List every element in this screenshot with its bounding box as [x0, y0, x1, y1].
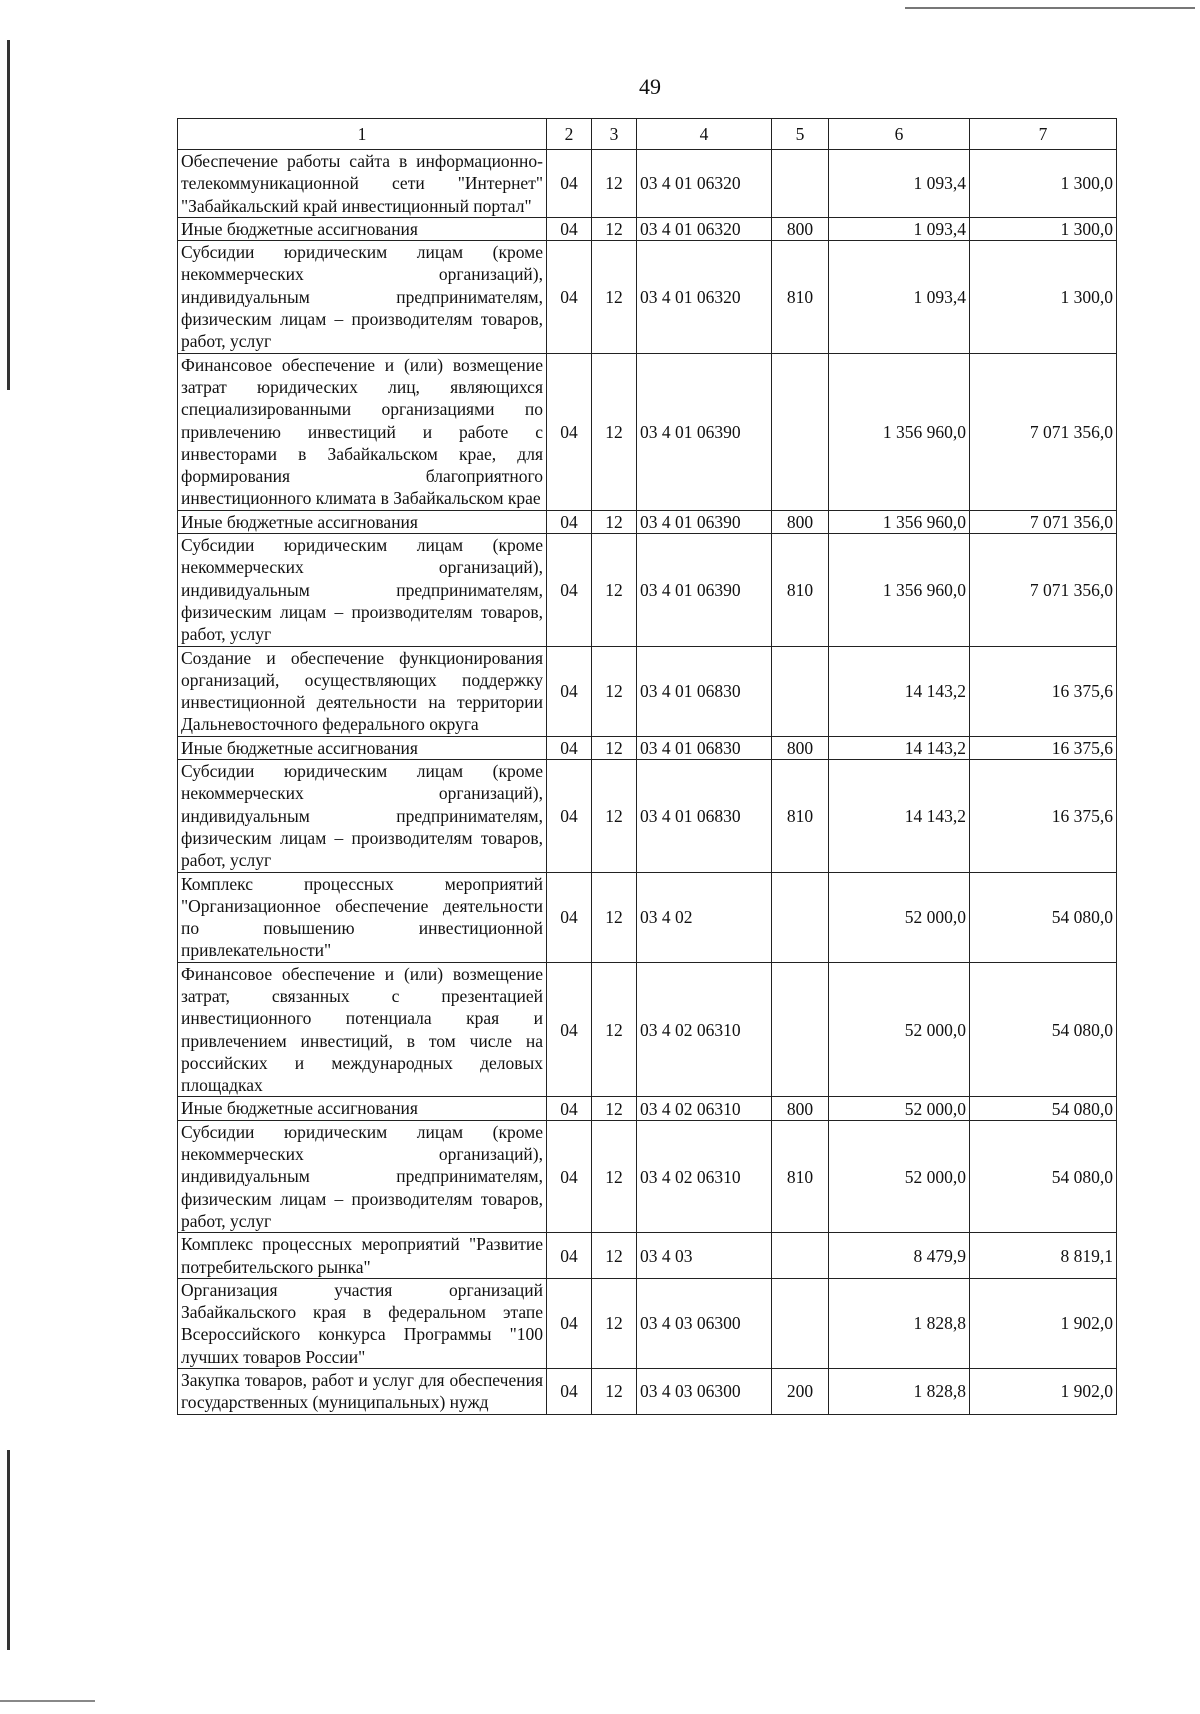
row-amount-col6: 52 000,0 — [829, 872, 970, 962]
row-target-code: 03 4 01 06830 — [637, 646, 772, 736]
row-target-code: 03 4 02 — [637, 872, 772, 962]
row-target-code: 03 4 01 06320 — [637, 217, 772, 240]
row-section: 04 — [547, 962, 592, 1097]
row-section: 04 — [547, 1233, 592, 1279]
row-expense-type: 200 — [772, 1369, 829, 1415]
row-section: 04 — [547, 760, 592, 872]
row-name: Организация участия организаций Забайкальского края в федеральном этапе Всероссийского конкурса Программы "100 лучших товаров России" — [178, 1278, 547, 1368]
row-name: Иные бюджетные ассигнования — [178, 736, 547, 759]
row-amount-col6: 52 000,0 — [829, 1097, 970, 1120]
header-row — [178, 119, 1117, 150]
table-row — [178, 1097, 1117, 1120]
row-amount-col6: 52 000,0 — [829, 1120, 970, 1232]
table-row — [178, 1278, 1117, 1368]
row-name: Субсидии юридическим лицам (кроме некоммерческих организаций), индивидуальным предпринимателям, физическим лицам – производителям товаров, работ, услуг — [178, 534, 547, 646]
row-section: 04 — [547, 872, 592, 962]
row-amount-col6: 1 828,8 — [829, 1278, 970, 1368]
row-target-code: 03 4 03 06300 — [637, 1369, 772, 1415]
row-subsection: 12 — [592, 760, 637, 872]
row-amount-col7: 16 375,6 — [970, 760, 1117, 872]
row-amount-col6: 1 093,4 — [829, 150, 970, 218]
header-col-7: 7 — [970, 119, 1117, 150]
row-section: 04 — [547, 534, 592, 646]
row-expense-type: 810 — [772, 534, 829, 646]
row-amount-col6: 1 356 960,0 — [829, 510, 970, 533]
row-target-code: 03 4 02 06310 — [637, 962, 772, 1097]
row-expense-type — [772, 872, 829, 962]
row-amount-col7: 7 071 356,0 — [970, 534, 1117, 646]
row-subsection: 12 — [592, 962, 637, 1097]
row-amount-col6: 14 143,2 — [829, 760, 970, 872]
row-expense-type — [772, 962, 829, 1097]
row-expense-type: 800 — [772, 510, 829, 533]
row-target-code: 03 4 01 06830 — [637, 760, 772, 872]
table-row — [178, 150, 1117, 218]
row-subsection: 12 — [592, 150, 637, 218]
scan-edge-bottom — [0, 1700, 95, 1702]
row-name: Субсидии юридическим лицам (кроме некоммерческих организаций), индивидуальным предпринимателям, физическим лицам – производителям товаров, работ, услуг — [178, 760, 547, 872]
row-name: Комплекс процессных мероприятий "Организационное обеспечение деятельности по повышению инвестиционной привлекательности" — [178, 872, 547, 962]
row-subsection: 12 — [592, 353, 637, 510]
row-subsection: 12 — [592, 1097, 637, 1120]
row-subsection: 12 — [592, 872, 637, 962]
row-expense-type: 810 — [772, 1120, 829, 1232]
row-subsection: 12 — [592, 534, 637, 646]
row-section: 04 — [547, 241, 592, 353]
row-subsection: 12 — [592, 241, 637, 353]
row-expense-type: 810 — [772, 241, 829, 353]
table-row — [178, 962, 1117, 1097]
row-name: Финансовое обеспечение и (или) возмещение затрат, связанных с презентацией инвестиционного потенциала края и привлечением инвестиций, в том числе на российских и международных деловых площадках — [178, 962, 547, 1097]
row-section: 04 — [547, 1278, 592, 1368]
row-section: 04 — [547, 646, 592, 736]
row-expense-type — [772, 150, 829, 218]
row-amount-col7: 16 375,6 — [970, 736, 1117, 759]
scan-edge-left-lower — [7, 1450, 10, 1650]
row-expense-type — [772, 353, 829, 510]
row-expense-type: 800 — [772, 217, 829, 240]
row-amount-col7: 54 080,0 — [970, 962, 1117, 1097]
row-subsection: 12 — [592, 646, 637, 736]
table-row — [178, 872, 1117, 962]
row-amount-col7: 7 071 356,0 — [970, 510, 1117, 533]
header-col-5: 5 — [772, 119, 829, 150]
row-target-code: 03 4 02 06310 — [637, 1097, 772, 1120]
table-row — [178, 760, 1117, 872]
row-subsection: 12 — [592, 1369, 637, 1415]
table-row — [178, 241, 1117, 353]
row-amount-col7: 8 819,1 — [970, 1233, 1117, 1279]
row-name: Обеспечение работы сайта в информационно-телекоммуникационной сети "Интернет" "Забайкальский край инвестиционный портал" — [178, 150, 547, 218]
row-target-code: 03 4 01 06320 — [637, 241, 772, 353]
row-expense-type — [772, 646, 829, 736]
row-amount-col7: 1 300,0 — [970, 241, 1117, 353]
header-col-1: 1 — [178, 119, 547, 150]
page-number: 49 — [639, 74, 661, 99]
row-subsection: 12 — [592, 1278, 637, 1368]
row-amount-col7: 1 902,0 — [970, 1278, 1117, 1368]
header-col-3: 3 — [592, 119, 637, 150]
row-name: Иные бюджетные ассигнования — [178, 510, 547, 533]
row-amount-col7: 54 080,0 — [970, 1120, 1117, 1232]
scan-edge-top — [905, 7, 1195, 9]
table-row — [178, 1233, 1117, 1279]
row-subsection: 12 — [592, 217, 637, 240]
row-section: 04 — [547, 510, 592, 533]
row-amount-col7: 54 080,0 — [970, 872, 1117, 962]
row-target-code: 03 4 01 06390 — [637, 534, 772, 646]
row-amount-col6: 8 479,9 — [829, 1233, 970, 1279]
row-target-code: 03 4 03 — [637, 1233, 772, 1279]
row-amount-col7: 1 300,0 — [970, 217, 1117, 240]
row-amount-col6: 1 356 960,0 — [829, 534, 970, 646]
table-row — [178, 353, 1117, 510]
row-amount-col6: 1 356 960,0 — [829, 353, 970, 510]
budget-table — [177, 118, 1117, 1415]
row-section: 04 — [547, 150, 592, 218]
table-row — [178, 1120, 1117, 1232]
row-target-code: 03 4 02 06310 — [637, 1120, 772, 1232]
row-name: Иные бюджетные ассигнования — [178, 217, 547, 240]
row-subsection: 12 — [592, 736, 637, 759]
row-amount-col6: 1 828,8 — [829, 1369, 970, 1415]
row-section: 04 — [547, 353, 592, 510]
row-target-code: 03 4 01 06390 — [637, 353, 772, 510]
table-body — [178, 150, 1117, 1415]
row-expense-type — [772, 1233, 829, 1279]
row-name: Субсидии юридическим лицам (кроме некоммерческих организаций), индивидуальным предпринимателям, физическим лицам – производителям товаров, работ, услуг — [178, 1120, 547, 1232]
row-target-code: 03 4 01 06830 — [637, 736, 772, 759]
row-section: 04 — [547, 217, 592, 240]
table-row — [178, 646, 1117, 736]
row-name: Закупка товаров, работ и услуг для обеспечения государственных (муниципальных) нужд — [178, 1369, 547, 1415]
row-expense-type: 810 — [772, 760, 829, 872]
row-subsection: 12 — [592, 1120, 637, 1232]
row-expense-type: 800 — [772, 736, 829, 759]
row-amount-col6: 14 143,2 — [829, 646, 970, 736]
row-amount-col6: 1 093,4 — [829, 241, 970, 353]
row-amount-col6: 1 093,4 — [829, 217, 970, 240]
row-amount-col6: 52 000,0 — [829, 962, 970, 1097]
header-col-4: 4 — [637, 119, 772, 150]
row-name: Комплекс процессных мероприятий "Развитие потребительского рынка" — [178, 1233, 547, 1279]
row-target-code: 03 4 01 06320 — [637, 150, 772, 218]
table-row — [178, 510, 1117, 533]
row-section: 04 — [547, 736, 592, 759]
row-amount-col7: 1 902,0 — [970, 1369, 1117, 1415]
row-amount-col7: 7 071 356,0 — [970, 353, 1117, 510]
row-name: Финансовое обеспечение и (или) возмещение затрат юридических лиц, являющихся специализированными организациями по привлечению инвестиций и работе с инвесторами в Забайкальском крае, для формирования благоприятного инвестиционного климата в Забайкальском крае — [178, 353, 547, 510]
row-expense-type: 800 — [772, 1097, 829, 1120]
row-subsection: 12 — [592, 510, 637, 533]
row-target-code: 03 4 01 06390 — [637, 510, 772, 533]
row-expense-type — [772, 1278, 829, 1368]
row-name: Создание и обеспечение функционирования организаций, осуществляющих поддержку инвестиционной деятельности на территории Дальневосточного федерального округа — [178, 646, 547, 736]
table-row — [178, 1369, 1117, 1415]
header-col-2: 2 — [547, 119, 592, 150]
table-row — [178, 217, 1117, 240]
row-target-code: 03 4 03 06300 — [637, 1278, 772, 1368]
table-row — [178, 534, 1117, 646]
row-section: 04 — [547, 1097, 592, 1120]
row-amount-col7: 16 375,6 — [970, 646, 1117, 736]
row-subsection: 12 — [592, 1233, 637, 1279]
row-section: 04 — [547, 1120, 592, 1232]
row-amount-col7: 1 300,0 — [970, 150, 1117, 218]
row-name: Субсидии юридическим лицам (кроме некоммерческих организаций), индивидуальным предпринимателям, физическим лицам – производителям товаров, работ, услуг — [178, 241, 547, 353]
row-name: Иные бюджетные ассигнования — [178, 1097, 547, 1120]
row-amount-col6: 14 143,2 — [829, 736, 970, 759]
header-col-6: 6 — [829, 119, 970, 150]
table-row — [178, 736, 1117, 759]
row-section: 04 — [547, 1369, 592, 1415]
row-amount-col7: 54 080,0 — [970, 1097, 1117, 1120]
